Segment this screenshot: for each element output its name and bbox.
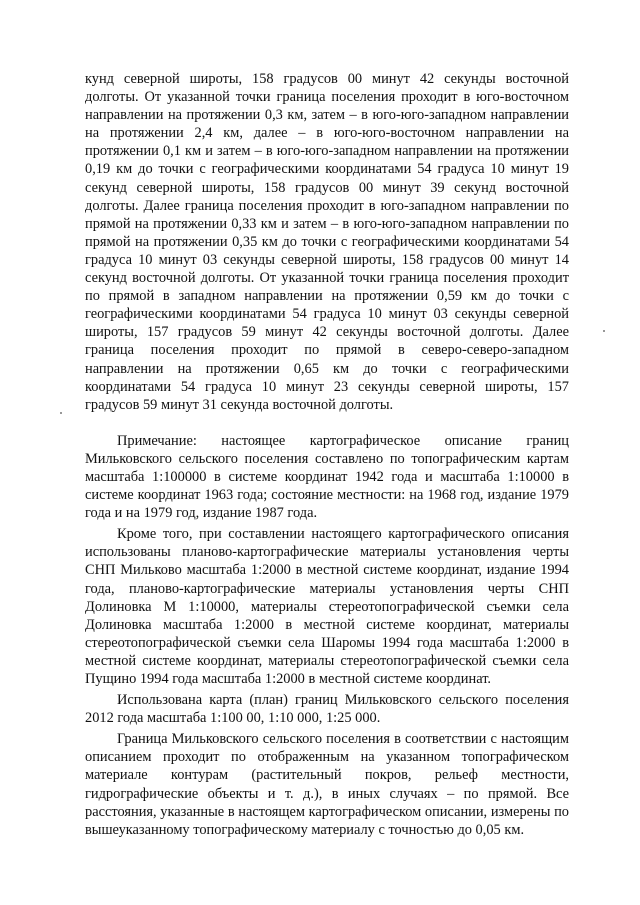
paragraph-note: Примечание: настоящее картографическое описание границ Мильковского сельского поселения составлено по топографическим картам масштаба 1:100000 в системе координат 1942 года и масштаба 1:10000 в системе координат 1963 года; состояние местности: на 1968 год, издание 1979 года и на 1979 год, издание 1987 года. (85, 432, 569, 522)
paragraph-materials: Кроме того, при составлении настоящего картографического описания использованы планово-картографические материалы установления черты СНП Мильково масштаба 1:2000 в местной системе координат, издание 1994 года, планово-картографические материалы установления черты СНП Долиновка М 1:10000, материалы стереотопографической съемки села Долиновка масштаба 1:2000 в местной системе координат, материалы стереотопографической съемки села Шаромы 1994 года масштаба 1:2000 в местной системе координат, материалы стереотопографической съемки села Пущино 1994 года масштаба 1:2000 в местной системе координат. (85, 526, 569, 687)
paragraph-map-used: Использована карта (план) границ Мильковского сельского поселения 2012 года масштаба 1:100 00, 1:10 000, 1:25 000. (85, 692, 569, 727)
scan-speck (603, 330, 605, 332)
paragraph-boundary-description: кунд северной широты, 158 градусов 00 минут 42 секунды восточной долготы. От указанной точки граница поселения проходит в юго-восточном направлении на протяжении 0,3 км, затем – в юго-юго-западном направлении на протяжении 2,4 км, далее – в юго-юго-восточном направлении на протяжении 0,1 км и затем – в юго-юго-западном направлении на протяжении 0,19 км до точки с географическими координатами 54 градуса 10 минут 19 секунд северной широты, 158 градусов 00 минут 39 секунд восточной долготы. Далее граница поселения проходит в юго-западном направлении по прямой на протяжении 0,33 км и затем – в юго-юго-западном направлении по прямой на протяжении 0,35 км до точки с географическими координатами 54 градуса 10 минут 03 секунды северной широты, 158 градусов 00 минут 14 секунд восточной долготы. От указанной точки граница поселения проходит по прямой в западном направлении на протяжении 0,59 км до точки с географическими координатами 54 градуса 10 минут 03 секунды северной широты, 157 градусов 59 минут 42 секунды восточной долготы. Далее граница поселения проходит по прямой в северо-северо-западном направлении на протяжении 0,65 км до точки с географическими координатами 54 градуса 10 минут 23 секунды северной широты, 157 градусов 59 минут 31 секунда восточной долготы. (85, 71, 569, 413)
paragraph-boundary-method: Граница Мильковского сельского поселения в соответствии с настоящим описанием проходит по отображенным на указанном топографическом материале контурам (растительный покров, рельеф местности, гидрографические объекты и т. д.), в иных случаях – по прямой. Все расстояния, указанные в настоящем картографическом описании, измерены по вышеуказанному топографическому материалу с точностью до 0,05 км. (85, 731, 569, 838)
document-body (85, 70, 569, 839)
scan-speck (60, 412, 62, 414)
